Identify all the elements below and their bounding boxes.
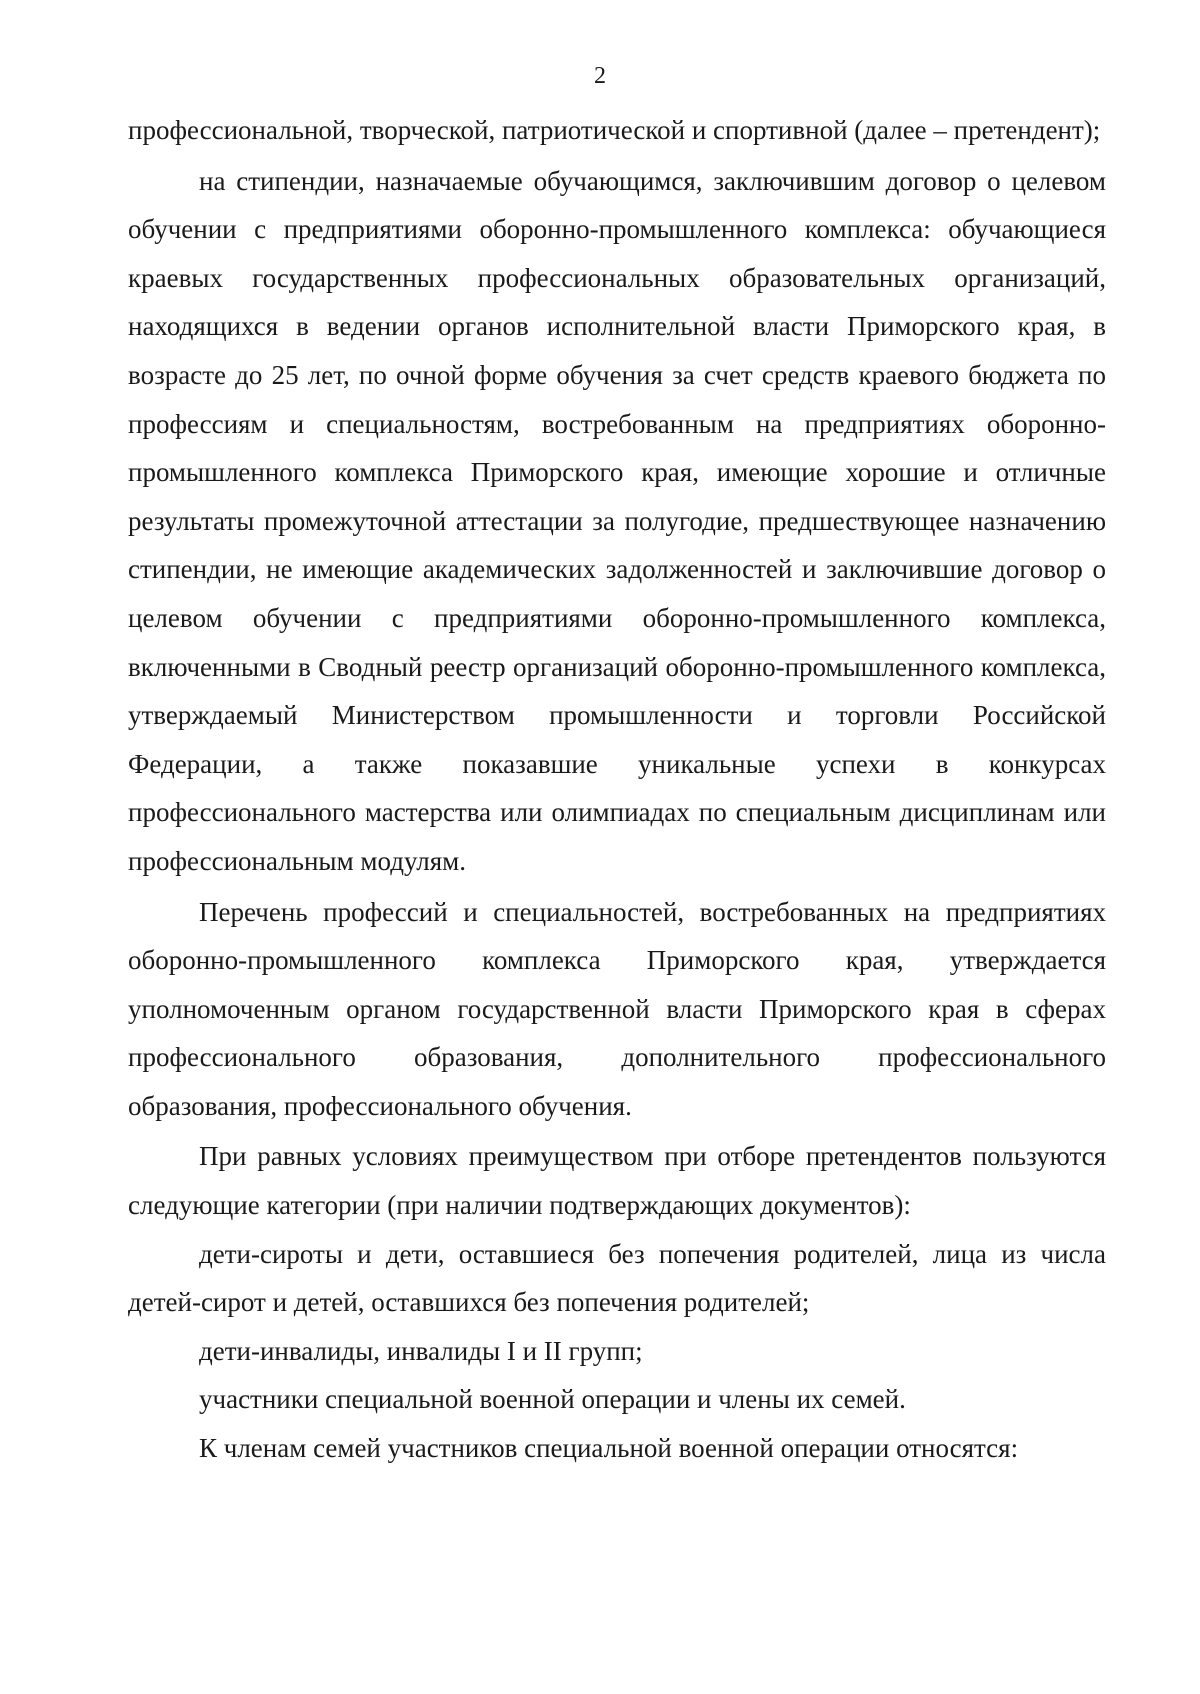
document-body [128, 106, 1106, 1473]
paragraph-disabled: дети-инвалиды, инвалиды I и II групп; [199, 1335, 643, 1366]
paragraph-scholarship-criteria: на стипендии, назначаемые обучающимся, заключившим договор о целевом обучении с предприятиями оборонно-промышленного комплекса: обучающиеся краевых государственных профессиональных образовательных организаций, находящихся в ведении органов исполнительной власти Приморского края, в возрасте до 25 лет, по очной форме обучения за счет средств краевого бюджета по профессиям и специальностям, востребованным на предприятиях оборонно-промышленного комплекса Приморского края, имеющие хорошие и отличные результаты промежуточной аттестации за полугодие, предшествующее назначению стипендии, не имеющие академических задолженностей и заключившие договор о целевом обучении с предприятиями оборонно-промышленного комплекса, включенными в Сводный реестр организаций оборонно-промышленного комплекса, утверждаемый Министерством промышленности и торговли Российской Федерации, а также показавшие уникальные успехи в конкурсах профессионального мастерства или олимпиадах по специальным дисциплинам или профессиональным модулям. [128, 165, 1106, 876]
paragraph-priority-categories: При равных условиях преимуществом при отборе претендентов пользуются следующие категории (при наличии подтверждающих документов): [128, 1141, 1106, 1221]
paragraph-family-members: К членам семей участников специальной военной операции относятся: [199, 1433, 1019, 1464]
paragraph-svo-participants: участники специальной военной операции и члены их семей. [199, 1384, 906, 1415]
paragraph-orphans: дети-сироты и дети, оставшиеся без попечения родителей, лица из числа детей-сирот и детей, оставшихся без попечения родителей; [128, 1238, 1106, 1318]
paragraph-professions-list: Перечень профессий и специальностей, востребованных на предприятиях оборонно-промышленного комплекса Приморского края, утверждается уполномоченным органом государственной власти Приморского края в сферах профессионального образования, дополнительного профессионального образования, профессионального обучения. [128, 896, 1106, 1121]
page-number: 2 [594, 63, 606, 89]
paragraph-continuation: профессиональной, творческой, патриотической и спортивной (далее – претендент); [128, 115, 1101, 145]
